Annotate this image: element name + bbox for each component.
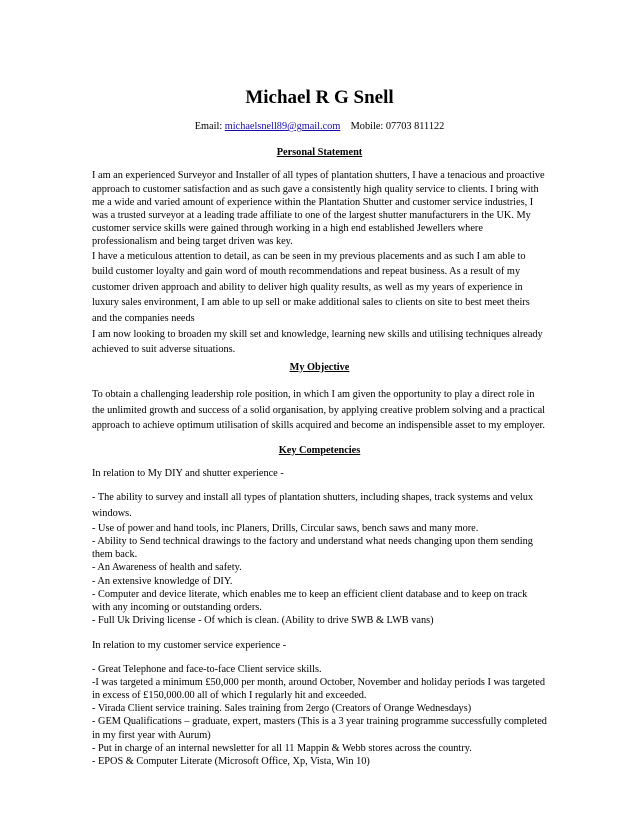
diy-list-item: - Use of power and hand tools, inc Planers, Drills, Circular saws, bench saws and many more. [92,522,479,534]
customer-service-list-item: - Put in charge of an internal newsletter for all 11 Mappin & Webb stores across the country. [92,742,472,754]
customer-service-list-item: -I was targeted a minimum £50,000 per month, around October, November and holiday periods I was targeted in excess of £150,000.00 all of which I regularly hit and exceeded. [92,676,546,701]
diy-list-item: - The ability to survey and install all types of plantation shutters, including shapes, track systems and velux windows. [92,492,534,519]
diy-list-item: - An extensive knowledge of DIY. [92,575,233,587]
diy-list-item: - An Awareness of health and safety. [92,562,242,574]
diy-list-item: - Ability to Send technical drawings to the factory and understand what needs changing upon them sending them back. [92,535,533,561]
customer-service-list-item: - Great Telephone and face-to-face Client service skills. [92,663,322,675]
personal-statement-heading: Personal Statement [276,147,363,159]
contact-line [92,120,547,133]
cv-content [92,86,547,768]
personal-statement-paragraph: I am an experienced Surveyor and Installer of all types of plantation shutters, I have a tenacious and proactive approach to customer satisfaction and as such gave a consistently high quality service to clients. I bring with me a wide and varied amount of experience within the Plantation Shutter and customer service industries, I was a trusted surveyor at a leading trade affiliate to one of the largest shutter manufacturers in the UK. My customer service skills were gained through working in a high end established Jewellers where professionalism and being target driven was key. [92,170,545,248]
personal-statement-paragraph: I have a meticulous attention to detail, as can be seen in my previous placements and as such I am able to build customer loyalty and gain word of mouth recommendations and repeat business. As a result of my customer driven approach and ability to deliver high quality results, as well as my years of experience in luxury sales environment, I am able to up sell or make additional sales to clients on site to best meet theirs and the companies needs [92,250,530,324]
objective-heading: My Objective [289,361,350,373]
diy-intro: In relation to My DIY and shutter experience - [92,467,284,479]
customer-service-list-item: - Virada Client service training. Sales training from 2ergo (Creators of Orange Wednesdays) [92,703,472,715]
customer-service-intro: In relation to my customer service experience - [92,640,287,652]
diy-list-item: - Full Uk Driving license - Of which is clean. (Ability to drive SWB & LWB vans) [92,615,434,627]
competencies-heading: Key Competencies [278,444,361,456]
objective-text: To obtain a challenging leadership role position, in which I am given the opportunity to play a direct role in the unlimited growth and success of a solid organisation, by applying creative problem solving and a practical approach to achieve optimum utilisation of skills acquired and become an indispensible asset to my employer. [92,388,546,432]
email-label: Email: [194,121,225,132]
mobile-number: Mobile: 07703 811122 [350,121,445,132]
email-link[interactable]: michaelsnell89@gmail.com [224,121,341,132]
diy-list-item: - Computer and device literate, which enables me to keep an efficient client database and to keep on track with any incoming or outstanding orders. [92,588,528,613]
customer-service-list-item: - EPOS & Computer Literate (Microsoft Office, Xp, Vista, Win 10) [92,756,370,768]
contact-spacer [340,121,350,132]
candidate-name: Michael R G Snell [245,87,394,108]
personal-statement-paragraph: I am now looking to broaden my skill set and knowledge, learning new skills and utilising techniques already achieved to suit adverse situations. [92,328,543,356]
customer-service-list-item: - GEM Qualifications – graduate, expert, masters (This is a 3 year training programme successfully completed in my first year with Aurum) [92,716,547,741]
